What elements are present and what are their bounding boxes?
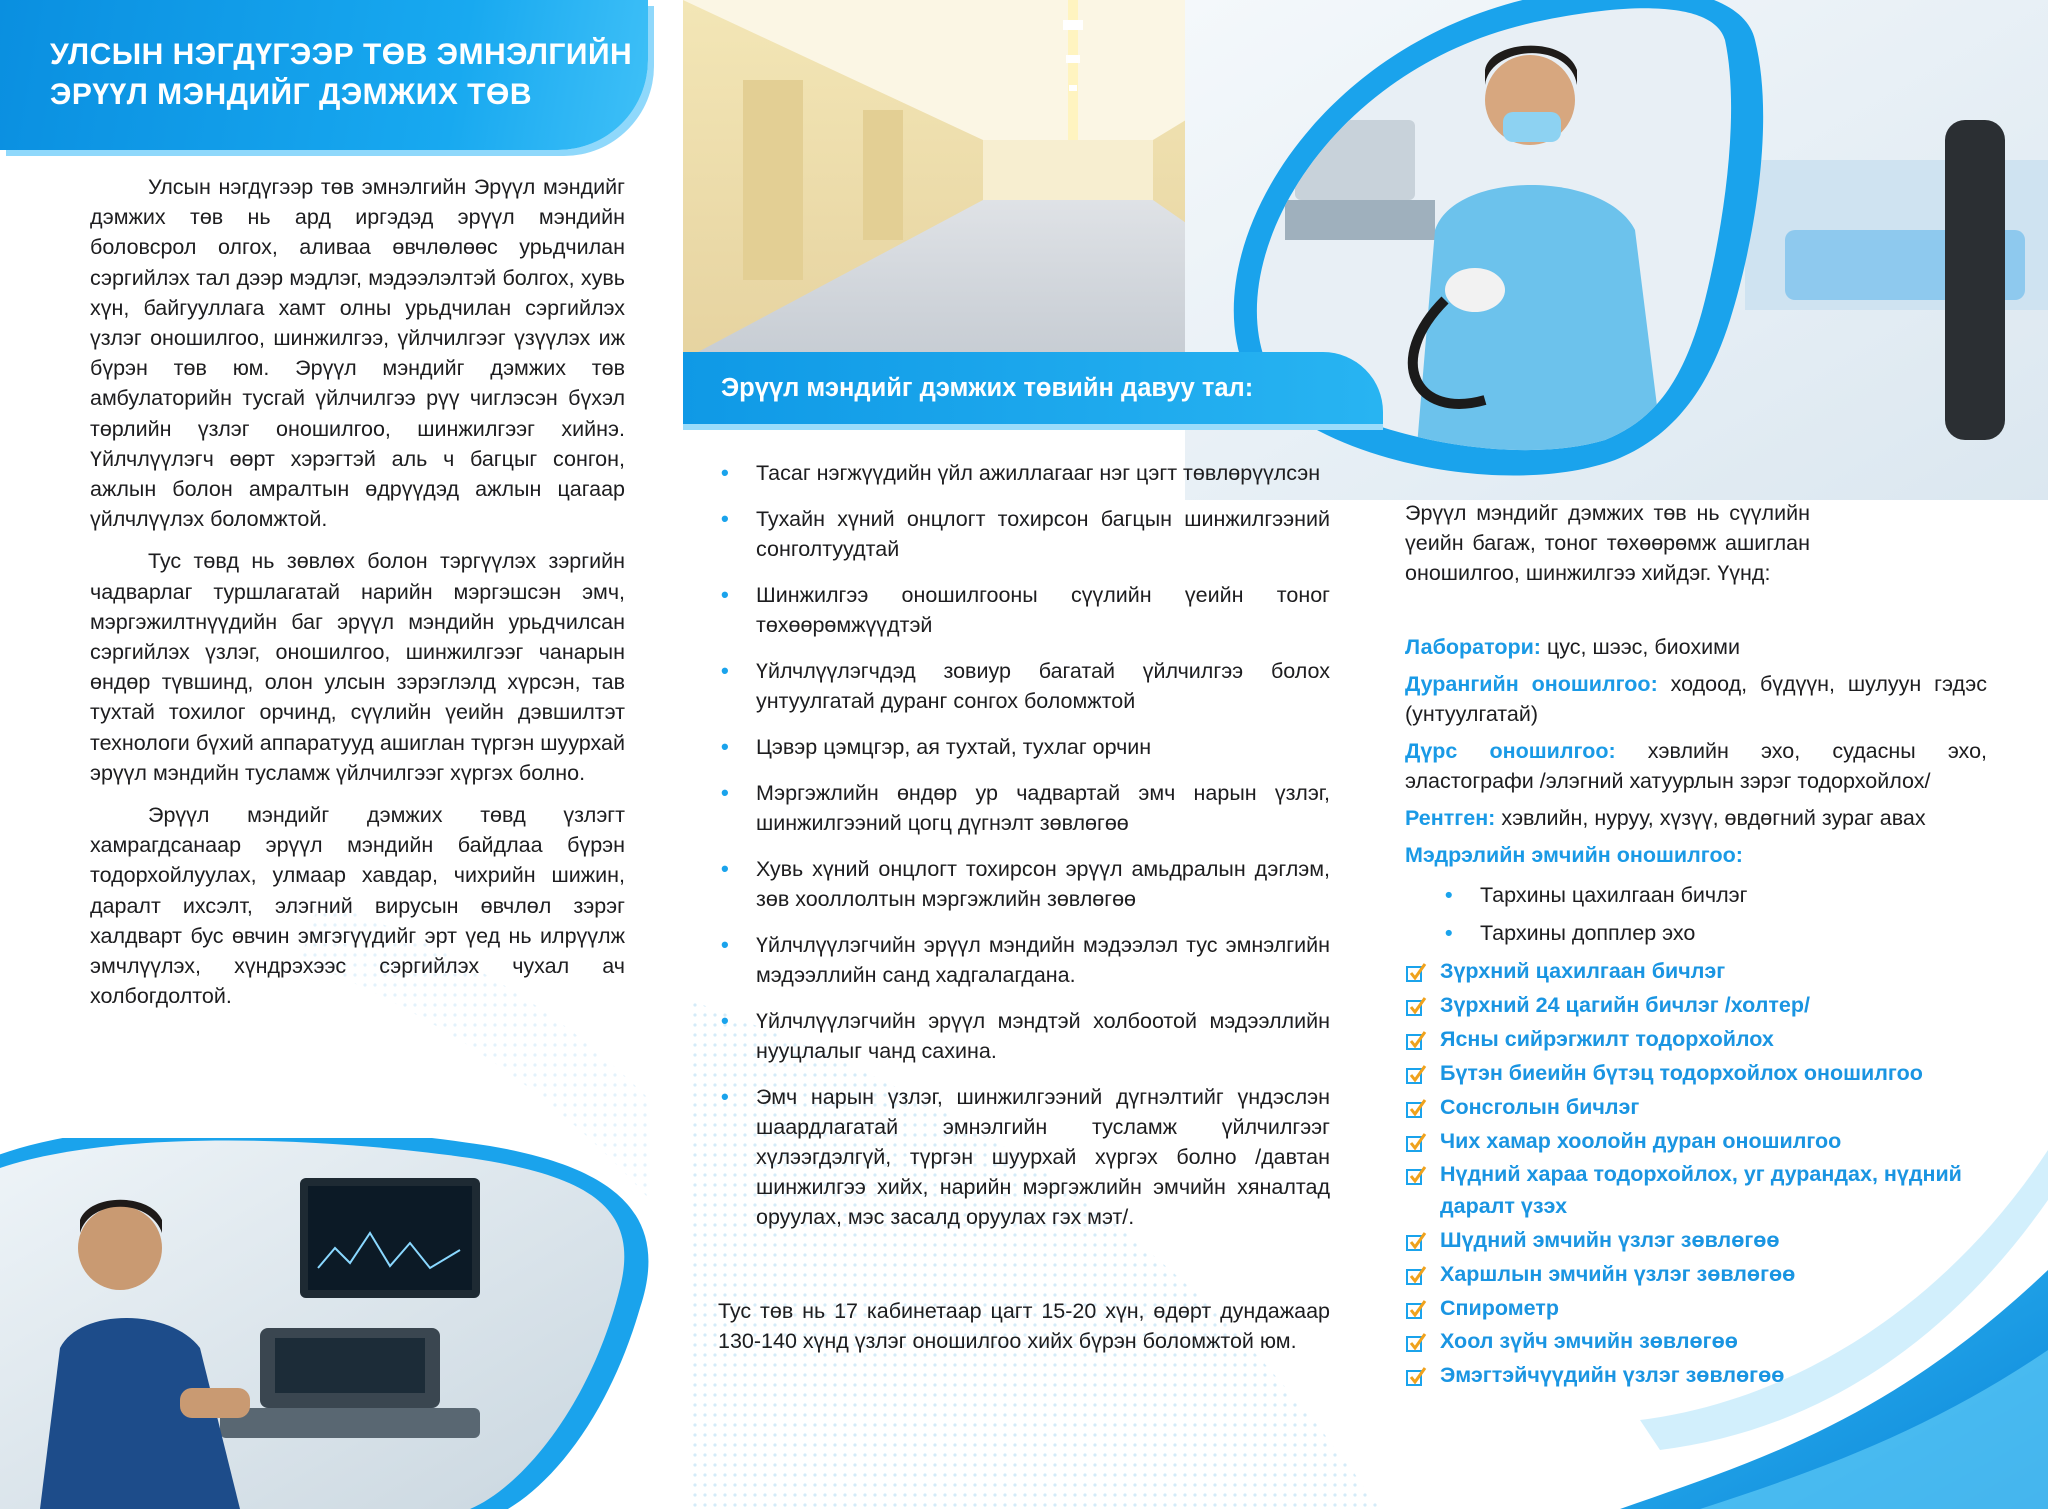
services-intro: Эрүүл мэндийг дэмжих төв нь сүүлийн үеийн багаж, тоног төхөөрөмж ашиглан оношилгоо, шинжилгээ хийдэг. Үүнд: — [1405, 501, 1810, 585]
checklist-text: Ясны сийрэгжилт тодорхойлох — [1440, 1026, 1774, 1051]
bullet-icon: • — [1445, 883, 1453, 907]
bullet-icon: • — [721, 932, 729, 957]
checklist-text: Эмэгтэйчүүдийн үзлэг зөвлөгөө — [1440, 1363, 1785, 1388]
checkbox-icon — [1405, 1098, 1427, 1120]
checklist-item — [1405, 1092, 1987, 1123]
bullet-icon: • — [721, 506, 729, 531]
intro-paragraph: Эрүүл мэндийг дэмжих төвд үзлэгт хамрагдсанаар эрүүл мэндийн байдлаа бүрэн тодорхойлуулах, улмаар хавдар, чихрийн шижин, даралт ихсэлт, элэгний вирусын өвчлөл зэрэг халдварт бус өвчин эмгэгүүдийг эрт үед нь илрүүлж эмчлүүлэх, хүндрэхээс сэргийлэх чухал ач холбогдолтой. — [90, 803, 625, 1009]
checkbox-icon — [1405, 996, 1427, 1018]
list-item-text: Эмч нарын үзлэг, шинжилгээний дүгнэлтийг үндэслэн шаардлагатай эмнэлгийн тусламж үйлчилгээг хүлээгдэлгүй, түргэн шуурхай хүргэх болно /давтан шинжилгээ хийх, нарийн мэргэжлийн эмчийн хяналтад оруулах, мэс засалд оруулах гэх мэт/. — [756, 1085, 1330, 1229]
bullet-icon: • — [721, 734, 729, 759]
service-xray — [1405, 803, 1987, 833]
list-item — [718, 580, 1330, 640]
checkbox-icon — [1405, 1366, 1427, 1388]
checkbox-icon — [1405, 1064, 1427, 1086]
list-item — [718, 778, 1330, 838]
checklist-item — [1405, 990, 1987, 1021]
checklist-item — [1405, 1225, 1987, 1256]
list-item-text: Тархины цахилгаан бичлэг — [1480, 883, 1748, 907]
intro-paragraph: Улсын нэгдүгээр төв эмнэлгийн Эрүүл мэндийг дэмжих төв нь ард иргэдэд эрүүл мэндийн боловсрол олгох, аливаа өвчлөлөөс урьдчилан сэргийлэх тал дээр мэдлэг, мэдээлэлтэй болгох, хувь хүн, байгууллага хамт олны урьдчилан сэргийлэх үзлэг оношилгоо, шинжилгээ, үйлчилгээг үзүүлэх иж бүрэн төв юм. Эрүүл мэндийг дэмжих төв амбулаторийн тусгай үйлчилгээ рүү чиглэсэн бүхэл төрлийн үзлэг оношилгоо, шинжилгээг хийнэ. Үйлчлүүлэгч өөрт хэрэгтэй аль ч багцыг сонгон, ажлын болон амралтын өдрүүдэд ажлын цагаар үйлчлүүлэх боломжтой. — [90, 175, 625, 532]
list-item — [718, 1006, 1330, 1066]
list-item — [718, 854, 1330, 914]
list-item-text: Мэргэжлийн өндөр ур чадвартай эмч нарын үзлэг, шинжилгээний цогц дүгнэлт зөвлөгөө — [756, 781, 1330, 835]
bullet-icon: • — [721, 1008, 729, 1033]
list-item — [1445, 914, 1987, 952]
advantages-banner — [683, 352, 1383, 424]
checklist-text: Хоол зүйч эмчийн зөвлөгөө — [1440, 1329, 1738, 1354]
checkbox-icon — [1405, 1165, 1427, 1187]
service-laboratory — [1405, 632, 1987, 662]
checklist-item — [1405, 1159, 1987, 1222]
list-item — [718, 656, 1330, 716]
list-item-text: Үйлчлүүлэгчийн эрүүл мэндтэй холбоотой мэдээллийн нууцлалыг чанд сахина. — [756, 1009, 1330, 1063]
list-item — [718, 504, 1330, 564]
checklist-text: Шүдний эмчийн үзлэг зөвлөгөө — [1440, 1227, 1780, 1252]
checklist-text: Нүдний хараа тодорхойлох, уг дурандах, нүдний даралт үзэх — [1440, 1162, 1962, 1218]
list-item-text: Тасаг нэгжүүдийн үйл ажиллагааг нэг цэгт төвлөрүүлсэн — [756, 461, 1321, 485]
services-section — [1405, 632, 1987, 1394]
service-label: Рентген: — [1405, 806, 1496, 830]
capacity-summary: Тус төв нь 17 кабинетаар цагт 15-20 хүн, өдөрт дундажаар 130-140 хүнд үзлэг оношилгоо хийх бүрэн боломжтой юм. — [718, 1299, 1330, 1353]
checklist-item — [1405, 1360, 1987, 1391]
service-label: Лаборатори: — [1405, 635, 1541, 659]
list-item-text: Хувь хүний онцлогт тохирсон эрүүл амьдралын дэглэм, зөв хооллолтын мэргэжлийн зөвлөгөө — [756, 857, 1330, 911]
neurology-list — [1445, 876, 1987, 952]
service-text: ходоод, бүдүүн, шулуун гэдэс (унтуулгатай) — [1405, 672, 1987, 726]
neurology-title: Мэдрэлийн эмчийн оношилгоо: — [1405, 843, 1743, 867]
bullet-icon: • — [721, 460, 729, 485]
checklist-text: Спирометр — [1440, 1295, 1559, 1320]
service-label: Дүрс оношилгоо: — [1405, 739, 1616, 763]
list-item — [1445, 876, 1987, 914]
checklist-text: Харшлын эмчийн үзлэг зөвлөгөө — [1440, 1261, 1796, 1286]
checklist-item — [1405, 1024, 1987, 1055]
checkbox-icon — [1405, 962, 1427, 984]
checkbox-icon — [1405, 1332, 1427, 1354]
checklist-text: Сонсголын бичлэг — [1440, 1094, 1640, 1119]
checkbox-icon — [1405, 1265, 1427, 1287]
list-item-text: Тухайн хүний онцлогт тохирсон багцын шинжилгээний сонголтуудтай — [756, 507, 1330, 561]
bullet-icon: • — [721, 780, 729, 805]
list-item-text: Тархины допплер эхо — [1480, 921, 1696, 945]
bullet-icon: • — [721, 856, 729, 881]
service-text: цус, шээс, биохими — [1540, 635, 1740, 659]
checklist-item — [1405, 1126, 1987, 1157]
checklist-text: Чих хамар хоолойн дуран оношилгоо — [1440, 1128, 1842, 1153]
checkbox-icon — [1405, 1132, 1427, 1154]
service-text: хэвлийн, нуруу, хүзүү, өвдөгний зураг авах — [1495, 806, 1926, 830]
intro-paragraph: Тус төвд нь зөвлөх болон тэргүүлэх зэргийн чадварлаг туршлагатай нарийн мэргэшсэн эмч, мэргэжилтнүүдийн баг эрүүл мэндийн урьдчилсан сэргийлэх үзлэг, оношилгоо, шинжилгээг чанарын өндөр түвшинд, олон улсын зэрэглэлд хүрсэн, тав тухтай тохилог орчинд, сүүлийн үеийн дэвшилтэт технологи бүхий аппаратууд ашиглан түргэн шуурхай эрүүл мэндийн тусламж үйлчилгээг хүргэх болно. — [90, 549, 625, 785]
checklist-text: Зүрхний 24 цагийн бичлэг /холтер/ — [1440, 992, 1810, 1017]
advantages-list — [718, 458, 1330, 1248]
checkbox-icon — [1405, 1231, 1427, 1253]
list-item-text: Цэвэр цэмцгэр, ая тухтай, тухлаг орчин — [756, 735, 1152, 759]
bullet-icon: • — [721, 658, 729, 683]
list-item-text: Үйлчлүүлэгчийн эрүүл мэндийн мэдээлэл тус эмнэлгийн мэдээллийн санд хадгалагдана. — [756, 933, 1330, 987]
service-endoscopy — [1405, 669, 1987, 729]
checklist-text: Зүрхний цахилгаан бичлэг — [1440, 959, 1726, 983]
advantages-title: Эрүүл мэндийг дэмжих төвийн давуу тал: — [721, 373, 1254, 402]
service-label: Дурангийн оношилгоо: — [1405, 672, 1658, 696]
bullet-icon: • — [721, 582, 729, 607]
checklist-item — [1405, 1326, 1987, 1357]
service-imaging — [1405, 736, 1987, 796]
checklist-item — [1405, 1259, 1987, 1290]
list-item-text: Шинжилгээ оношилгооны сүүлийн үеийн тоног төхөөрөмжүүдтэй — [756, 583, 1330, 637]
list-item — [718, 930, 1330, 990]
checklist — [1405, 956, 1987, 1392]
checkbox-icon — [1405, 1030, 1427, 1052]
checklist-item — [1405, 1058, 1987, 1089]
title-banner — [0, 0, 648, 150]
list-item — [718, 1082, 1330, 1232]
list-item-text: Үйлчлүүлэгчдэд зовиур багатай үйлчилгээ болох унтуулгатай дуранг сонгох боломжтой — [756, 659, 1330, 713]
intro-text — [90, 172, 625, 1023]
list-item — [718, 458, 1330, 488]
checklist-item — [1405, 956, 1987, 987]
bullet-icon: • — [721, 1084, 729, 1109]
page-title-line1: УЛСЫН НЭГДҮГЭЭР ТӨВ ЭМНЭЛГИЙН — [50, 38, 633, 71]
checklist-item — [1405, 1293, 1987, 1324]
bullet-icon: • — [1445, 921, 1453, 945]
service-text: хэвлийн эхо, судасны эхо, эластографи /элэгний хатуурлын зэрэг тодорхойлох/ — [1405, 739, 1988, 793]
list-item — [718, 732, 1330, 762]
page-title-line2: ЭРҮҮЛ МЭНДИЙГ ДЭМЖИХ ТӨВ — [50, 78, 532, 111]
checkbox-icon — [1405, 1299, 1427, 1321]
endoscopy-doctor-photo — [1185, 0, 2048, 500]
checklist-text: Бүтэн биеийн бүтэц тодорхойлох оношилгоо — [1440, 1060, 1923, 1085]
ultrasound-doctor-photo — [0, 1138, 650, 1509]
